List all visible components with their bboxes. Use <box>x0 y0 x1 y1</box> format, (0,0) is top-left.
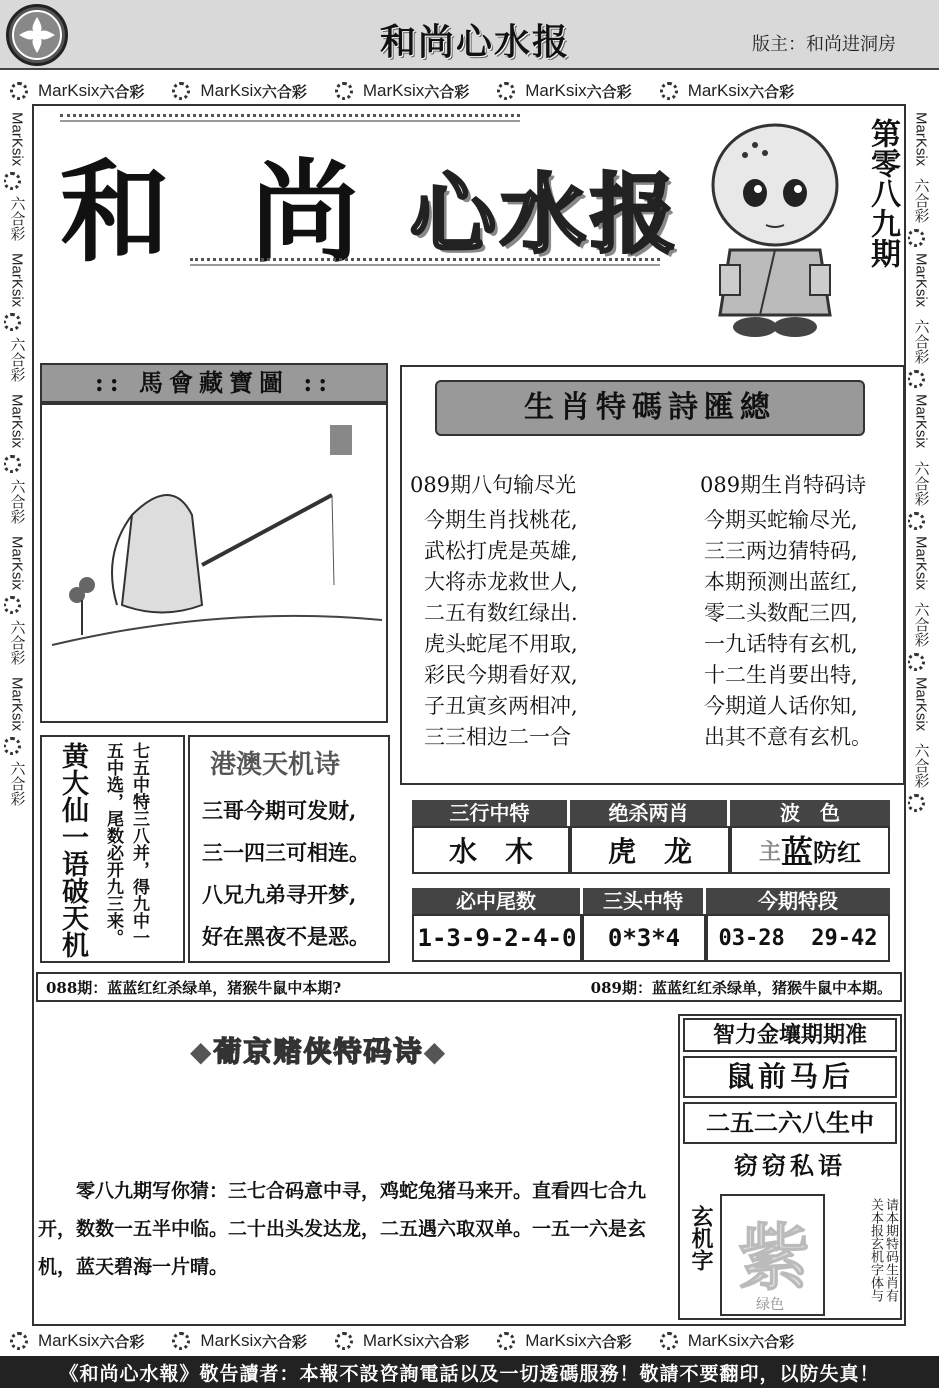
flower-icon <box>660 1332 678 1350</box>
stat-value-jueshai: 虎 龙 <box>570 826 730 874</box>
flower-icon <box>908 653 925 671</box>
poem-line: 武松打虎是英雄, <box>424 539 578 563</box>
poem-line: 三三相边二一合 <box>424 725 571 749</box>
poem-line: 今期生肖找桃花, <box>424 508 578 532</box>
huang-daxian-text: 七五中特三八并，得九中一五中选，尾数必开九三来。 <box>103 742 149 946</box>
banner-char-shang: 尚 <box>250 148 360 277</box>
poem-line: 出其不意有玄机。 <box>704 725 872 749</box>
poem-line: 八兄九弟寻开梦, <box>202 882 357 907</box>
watermark-item: MarKsix 六合彩 <box>497 1331 631 1352</box>
bose-prefix: 主 <box>758 838 781 865</box>
poem-line: 零二头数配三四, <box>704 601 858 625</box>
right-panel-line2: 二五二六八生中 <box>683 1102 897 1144</box>
flower-icon <box>497 82 515 100</box>
watermark-row-bottom <box>10 1326 930 1356</box>
flower-icon <box>908 229 925 247</box>
flower-icon <box>10 1332 28 1350</box>
watermark-item: MarKsix 六合彩 <box>660 81 794 102</box>
right-panel-line1: 鼠前马后 <box>683 1056 897 1098</box>
poem-line: 虎头蛇尾不用取, <box>424 632 578 656</box>
stat-label-weishu: 必中尾数 <box>412 888 580 914</box>
stat-label-sanhang: 三行中特 <box>412 800 567 826</box>
poem-line: 三哥今期可发财, <box>202 798 357 823</box>
right-panel-line3: 窃窃私语 <box>734 1151 846 1180</box>
stat-label-bose: 波 色 <box>730 800 890 826</box>
stat-value-bose <box>730 826 890 874</box>
stat-value-weishu: 1-3-9-2-4-0 <box>412 914 582 962</box>
poem-line: 子丑寅亥两相冲, <box>424 694 578 718</box>
watermark-item: MarKsix 六合彩 <box>10 1331 144 1352</box>
diamond-icon: ◆ <box>190 1035 214 1068</box>
right-panel-header: 智力金壤期期准 <box>683 1018 897 1052</box>
watermark-item: MarKsix 六合彩 <box>172 81 306 102</box>
zodiac-poems-title: 生肖特碼詩匯總 <box>435 380 865 436</box>
stat-label-santou: 三头中特 <box>583 888 703 914</box>
flower-icon <box>660 82 678 100</box>
masthead-title: 和尚心水报 <box>380 21 571 63</box>
flower-icon <box>172 82 190 100</box>
poem-line: 彩民今期看好双, <box>424 663 578 687</box>
gangao-poem-title: 港澳天机诗 <box>210 750 341 780</box>
flower-icon <box>4 737 21 755</box>
watermark-row-top <box>10 76 930 106</box>
banner-xinshui: 心水报 <box>410 164 680 265</box>
poem-line: 三三两边猜特码, <box>704 539 858 563</box>
poem-line: 今期道人话你知, <box>704 694 858 718</box>
banner-char-he: 和 <box>60 148 170 277</box>
flower-icon <box>10 82 28 100</box>
gamble-poem-text: 零八九期写你猜：三七合码意中寻，鸡蛇兔猪马来开。直看四七合九开，数数一五半中临。二十出头发达龙，二五遇六取双单。一五一六是玄机，蓝天碧海一片晴。 <box>38 1180 647 1278</box>
flower-icon <box>335 82 353 100</box>
notice-right: 089期：蓝蓝红红杀绿单，猪猴牛鼠中本期。 <box>590 978 892 997</box>
lion-fishing-illustration <box>42 405 386 721</box>
issue-number: 第零八九期 <box>865 118 900 268</box>
flower-icon <box>908 794 925 812</box>
flower-icon <box>908 370 925 388</box>
left-poem <box>410 470 650 753</box>
xuanji-color: 绿色 <box>756 1297 784 1313</box>
footer-notice: 《和尚心水報》敬告讀者：本報不設咨詢電話以及一切透碼服務！敬請不要翻印，以防失真！ <box>0 1356 939 1388</box>
flower-icon <box>4 596 21 614</box>
gamble-poem-title: ◆葡京赌侠特码诗◆ <box>190 1035 448 1068</box>
flower-icon <box>4 455 21 473</box>
bose-main: 蓝 <box>781 833 814 871</box>
poem-line: 好在黑夜不是恶。 <box>202 924 370 949</box>
poem-line: 一九话特有玄机, <box>704 632 858 656</box>
xuanji-note: 请本期特码生肖有关本报玄机字体与 <box>868 1198 898 1302</box>
poem-line: 二五有数红绿出. <box>424 601 578 625</box>
xuanji-label: 玄机字 <box>688 1205 714 1271</box>
watermark-item: MarKsix 六合彩 <box>10 81 144 102</box>
editor-label: 版主：和尚进洞房 <box>752 34 896 55</box>
watermark-item: MarKsix 六合彩 <box>335 81 469 102</box>
monk-cartoon <box>700 115 850 345</box>
flower-icon <box>335 1332 353 1350</box>
poem-line: 大将赤龙救世人, <box>424 570 578 594</box>
watermark-col-right: MarKsix 六合彩 MarKsix 六合彩 MarKsix 六合彩 MarKsix 六合彩 MarKsix 六合彩 <box>908 106 934 1326</box>
poem-line: 三一四三可相连。 <box>202 840 370 865</box>
watermark-item: MarKsix 六合彩 <box>497 81 631 102</box>
treasure-map-title: :: 馬會藏寶圖 :: <box>40 363 388 403</box>
vine-decoration-top <box>60 114 520 122</box>
huang-daxian-title: 黄大仙一语破天机 <box>57 742 88 958</box>
treasure-map-image <box>40 403 388 723</box>
stat-value-santou: 0*3*4 <box>582 914 706 962</box>
right-poem <box>700 470 900 753</box>
watermark-item: MarKsix 六合彩 <box>335 1331 469 1352</box>
gangao-poem-lines <box>202 790 387 958</box>
xuanji-char: 紫 <box>738 1215 811 1300</box>
flower-icon <box>4 313 21 331</box>
right-poem-heading: 089期生肖特码诗 <box>700 473 867 497</box>
logo-icon <box>6 4 68 66</box>
flower-icon <box>172 1332 190 1350</box>
poem-line: 今期买蛇输尽光, <box>704 508 858 532</box>
flower-icon <box>4 172 21 190</box>
flower-icon <box>497 1332 515 1350</box>
left-poem-heading: 089期八句输尽光 <box>410 473 577 497</box>
stat-value-sanhang: 水 木 <box>412 826 570 874</box>
watermark-item: MarKsix 六合彩 <box>660 1331 794 1352</box>
bose-suffix: 防红 <box>813 837 862 867</box>
stat-value-teduan: 03-28 29-42 <box>706 914 890 962</box>
vine-decoration-bottom <box>190 258 660 266</box>
stat-label-teduan: 今期特段 <box>706 888 890 914</box>
stat-label-jueshai: 绝杀两肖 <box>570 800 727 826</box>
poem-line: 十二生肖要出特, <box>704 663 858 687</box>
watermark-col-left: MarKsix 六合彩 MarKsix 六合彩 MarKsix 六合彩 MarKsix 六合彩 MarKsix 六合彩 <box>4 106 30 1326</box>
poem-line: 本期预测出蓝红, <box>704 570 858 594</box>
notice-bar <box>36 972 902 1002</box>
flower-icon <box>908 512 925 530</box>
diamond-icon: ◆ <box>423 1035 448 1068</box>
watermark-item: MarKsix 六合彩 <box>172 1331 306 1352</box>
notice-left: 088期：蓝蓝红红杀绿单，猪猴牛鼠中本期? <box>46 978 342 997</box>
